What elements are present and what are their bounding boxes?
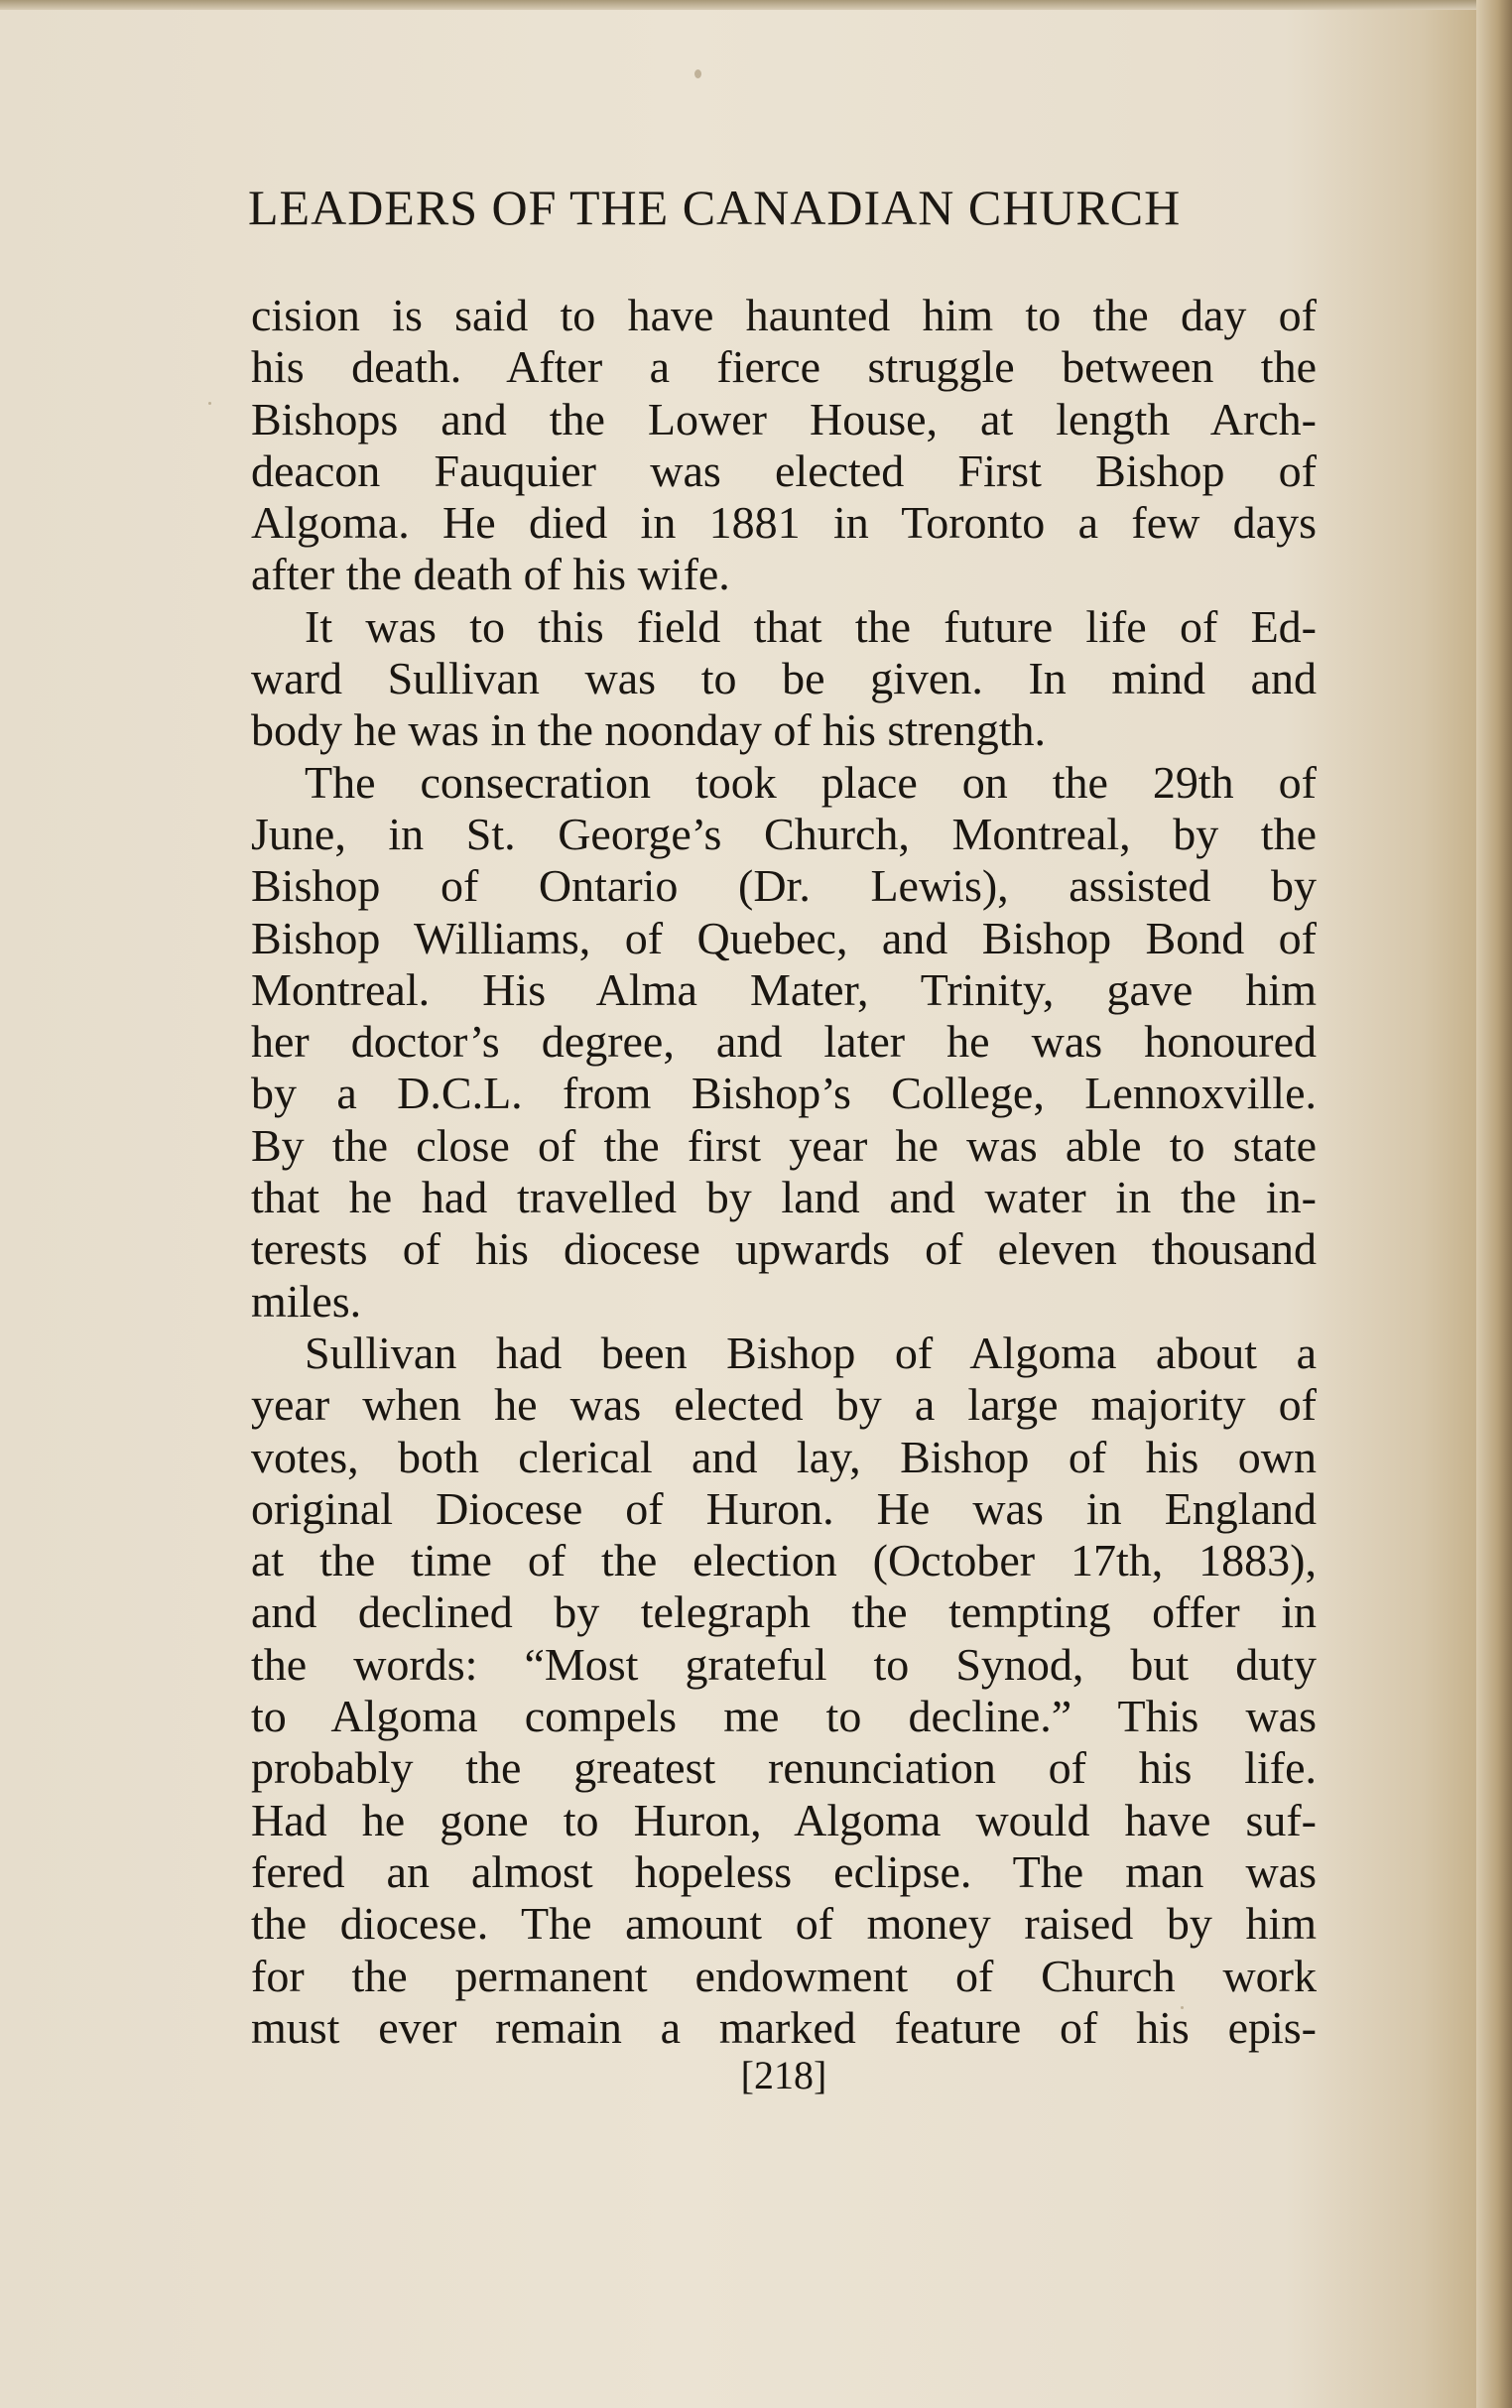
text-line: by a D.C.L. from Bishop’s College, Lennoxville.	[251, 1068, 1317, 1119]
page-top-edge	[0, 0, 1512, 10]
text-line: to Algoma compels me to decline.” This was	[251, 1691, 1317, 1742]
page-right-edge	[1476, 0, 1512, 2408]
text-line: the diocese. The amount of money raised by him	[251, 1898, 1317, 1950]
text-line: Sullivan had been Bishop of Algoma about a	[305, 1327, 1317, 1378]
text-line: body he was in the noonday of his strength.	[251, 704, 1047, 756]
paper-speck	[694, 69, 701, 78]
paper-speck	[208, 402, 211, 405]
text-line: Had he gone to Huron, Algoma would have suf-	[251, 1794, 1317, 1845]
text-line: miles.	[251, 1275, 362, 1327]
text-line: that he had travelled by land and water in the in-	[251, 1172, 1317, 1223]
text-line: June, in St. George’s Church, Montreal, by the	[251, 808, 1317, 859]
text-line: year when he was elected by a large majority of	[251, 1379, 1317, 1431]
text-line: must ever remain a marked feature of his epis-	[251, 2001, 1317, 2053]
text-line: fered an almost hopeless eclipse. The man was	[251, 1845, 1317, 1897]
text-line: Bishop of Ontario (Dr. Lewis), assisted by	[251, 860, 1317, 912]
text-line: deacon Fauquier was elected First Bishop of	[251, 444, 1317, 496]
body-text	[251, 290, 1317, 2054]
text-line: Algoma. He died in 1881 in Toronto a few days	[251, 497, 1317, 549]
text-line: after the death of his wife.	[251, 549, 730, 600]
text-line: the words: “Most grateful to Synod, but duty	[251, 1638, 1317, 1690]
text-line: and declined by telegraph the tempting offer in	[251, 1586, 1317, 1638]
text-line: By the close of the first year he was able to state	[251, 1119, 1317, 1171]
text-line: original Diocese of Huron. He was in England	[251, 1482, 1317, 1534]
text-line: Bishops and the Lower House, at length Arch-	[251, 393, 1317, 444]
text-line: her doctor’s degree, and later he was honoured	[251, 1016, 1317, 1068]
text-line: his death. After a fierce struggle between the	[251, 341, 1317, 393]
text-line: at the time of the election (October 17th, 1883),	[251, 1535, 1317, 1586]
page-number: [218]	[740, 2053, 827, 2097]
text-line: terests of his diocese upwards of eleven thousand	[251, 1223, 1317, 1275]
text-line: cision is said to have haunted him to the day of	[251, 290, 1317, 340]
text-line: ward Sullivan was to be given. In mind and	[251, 653, 1317, 704]
text-line: for the permanent endowment of Church work	[251, 1950, 1317, 2001]
text-line: Montreal. His Alma Mater, Trinity, gave him	[251, 963, 1317, 1015]
text-line: votes, both clerical and lay, Bishop of his own	[251, 1431, 1317, 1482]
text-line: The consecration took place on the 29th of	[305, 756, 1317, 808]
running-head: LEADERS OF THE CANADIAN CHURCH	[248, 180, 1182, 235]
text-line: probably the greatest renunciation of his life.	[251, 1742, 1317, 1794]
text-line: Bishop Williams, of Quebec, and Bishop Bond of	[251, 912, 1317, 963]
text-line: It was to this field that the future life of Ed-	[305, 600, 1317, 652]
